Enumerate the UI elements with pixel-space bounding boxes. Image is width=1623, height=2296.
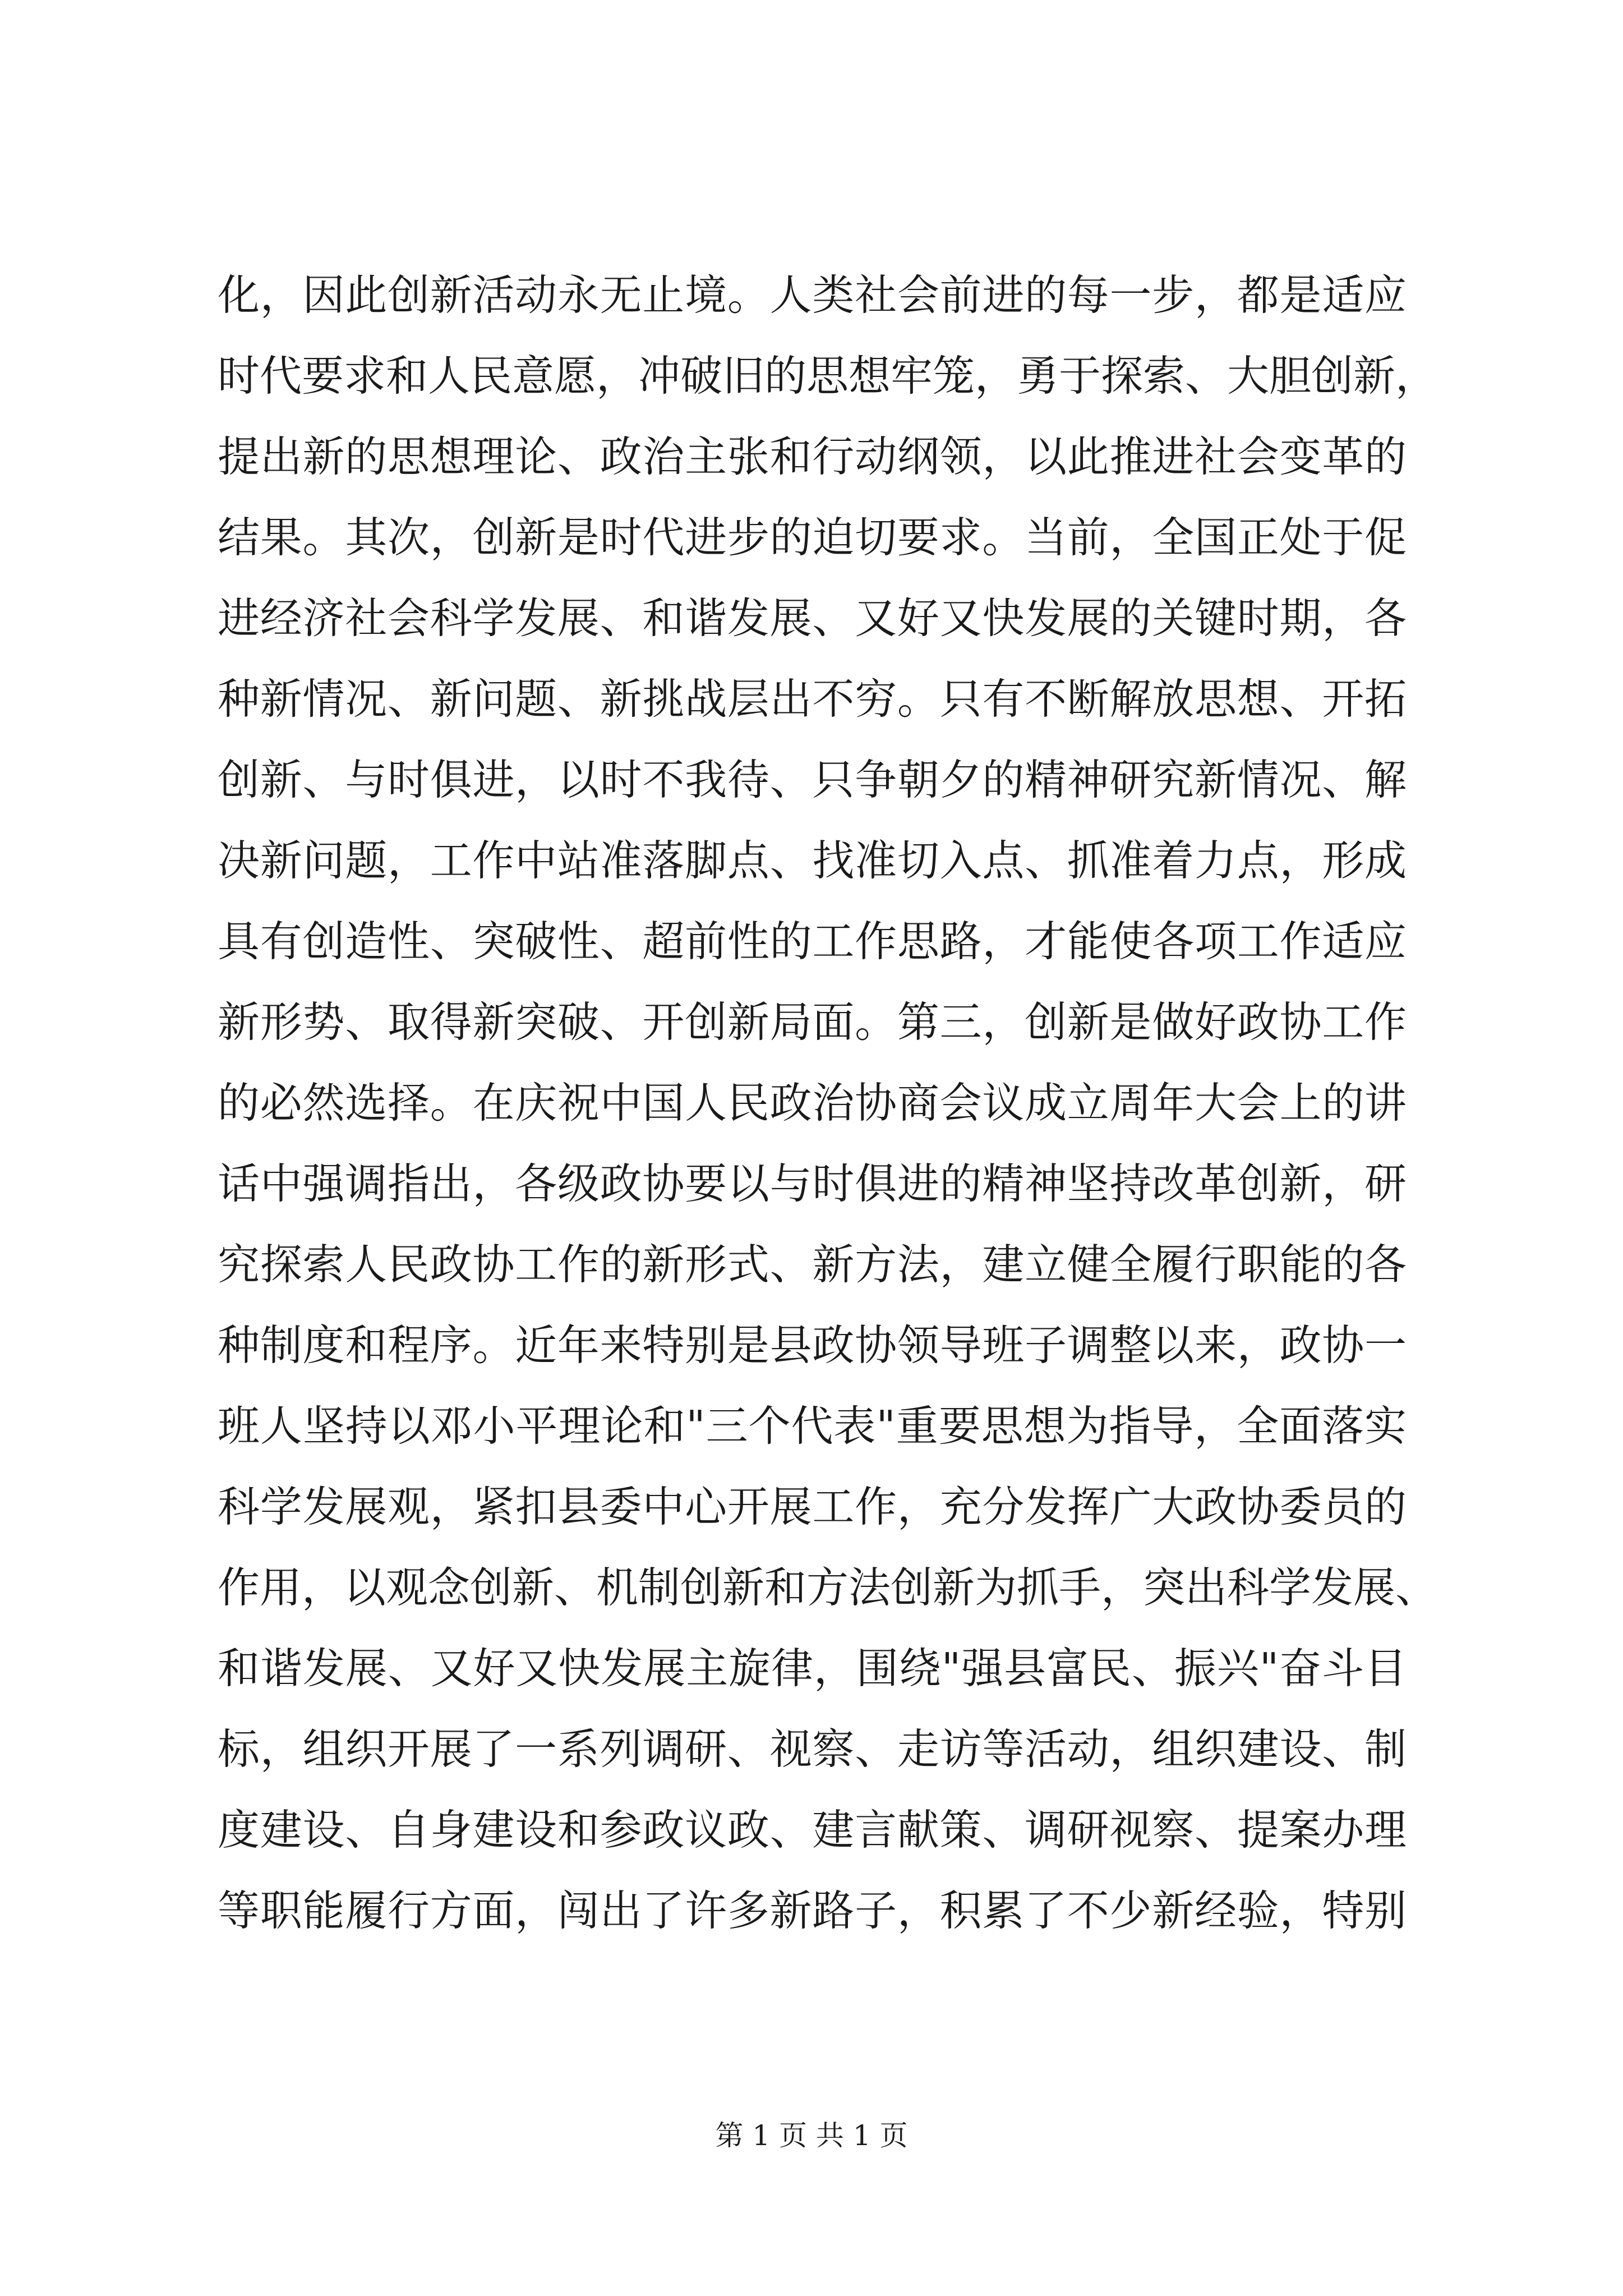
page-number-footer: 第 1 页 共 1 页 [715,2119,908,2152]
text-line: 决新问题，工作中站准落脚点、找准切入点、抓准着力点，形成 [218,836,1407,885]
text-line: 等职能履行方面，闯出了许多新路子，积累了不少新经验，特别 [218,1886,1407,1935]
text-line: 新形势、取得新突破、开创新局面。第三，创新是做好政协工作 [218,997,1407,1047]
text-line: 进经济社会科学发展、和谐发展、又好又快发展的关键时期，各 [218,593,1407,643]
text-line: 种新情况、新问题、新挑战层出不穷。只有不断解放思想、开拓 [218,674,1407,724]
text-line: 的必然选择。在庆祝中国人民政治协商会议成立周年大会上的讲 [218,1078,1407,1128]
text-line: 时代要求和人民意愿，冲破旧的思想牢笼，勇于探索、大胆创新， [218,351,1438,401]
text-line: 结果。其次，创新是时代进步的迫切要求。当前，全国正处于促 [218,513,1407,562]
text-line: 具有创造性、突破性、超前性的工作思路，才能使各项工作适应 [218,917,1407,966]
text-line: 提出新的思想理论、政治主张和行动纲领，以此推进社会变革的 [218,432,1407,481]
body-text [218,255,1438,1951]
text-line: 化，因此创新活动永无止境。人类社会前进的每一步，都是适应 [218,270,1407,320]
text-line: 班人坚持以邓小平理论和"三个代表"重要思想为指导，全面落实 [218,1401,1407,1451]
text-line: 作用，以观念创新、机制创新和方法创新为抓手，突出科学发展、 [218,1563,1438,1612]
text-line: 种制度和程序。近年来特别是县政协领导班子调整以来，政协一 [218,1320,1407,1370]
text-line: 创新、与时俱进，以时不我待、只争朝夕的精神研究新情况、解 [218,755,1407,804]
text-line: 度建设、自身建设和参政议政、建言献策、调研视察、提案办理 [218,1805,1407,1855]
text-line: 话中强调指出，各级政协要以与时俱进的精神坚持改革创新，研 [218,1159,1407,1208]
text-line: 科学发展观，紧扣县委中心开展工作，充分发挥广大政协委员的 [218,1482,1407,1531]
text-line: 和谐发展、又好又快发展主旋律，围绕"强县富民、振兴"奋斗目 [218,1644,1407,1693]
text-line: 标，组织开展了一系列调研、视察、走访等活动，组织建设、制 [218,1724,1407,1774]
text-line: 究探索人民政协工作的新形式、新方法，建立健全履行职能的各 [218,1240,1407,1289]
